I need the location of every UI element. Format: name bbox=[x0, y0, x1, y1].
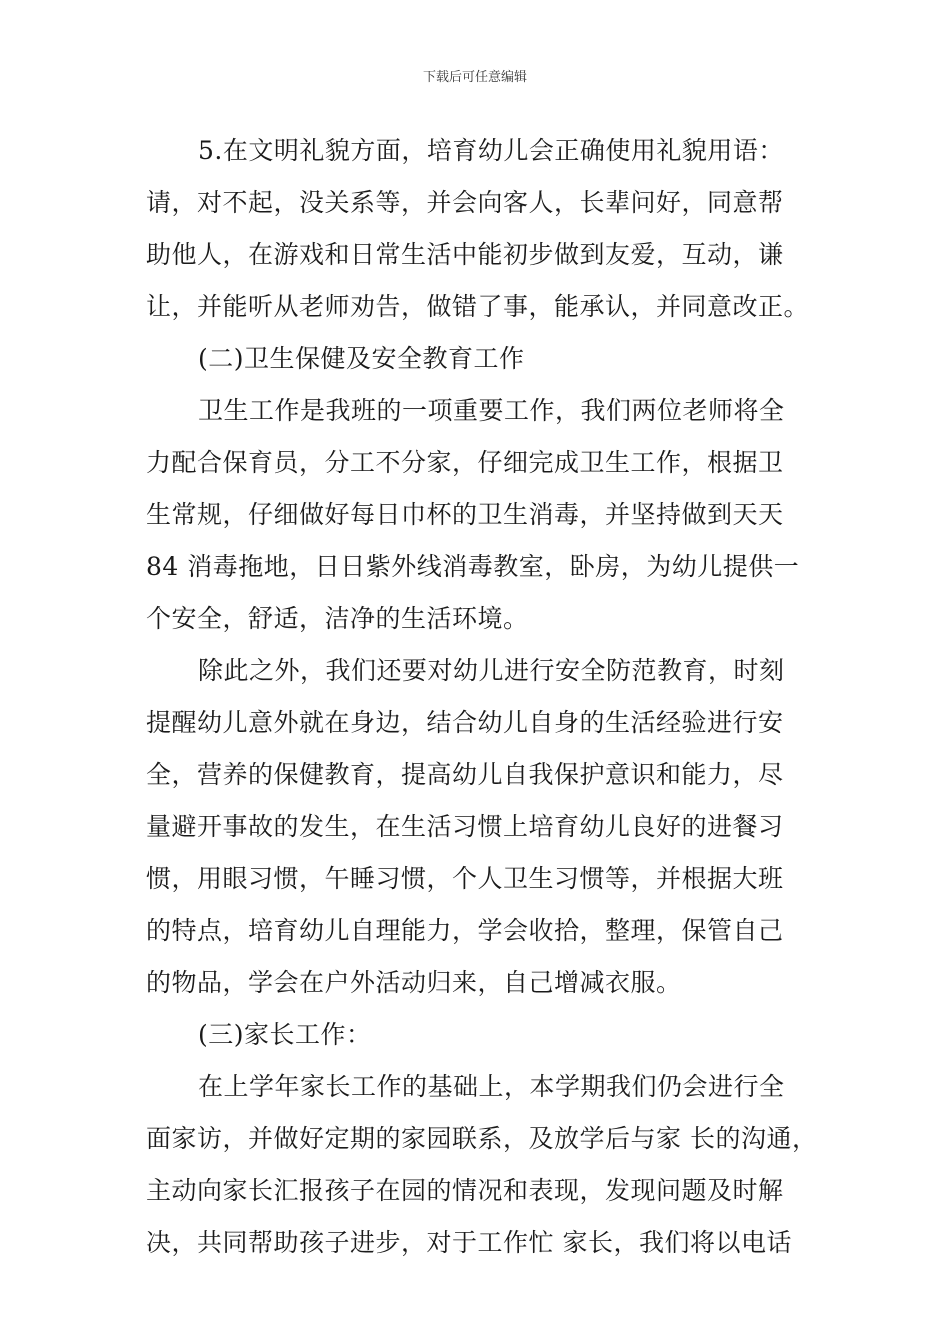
paragraph-line: 量避开事故的发生，在生活习惯上培育幼儿良好的进餐习 bbox=[146, 812, 784, 841]
paragraph-line: 惯，用眼习惯，午睡习惯，个人卫生习惯等，并根据大班 bbox=[146, 864, 784, 893]
paragraph-line: 力配合保育员，分工不分家，仔细完成卫生工作，根据卫 bbox=[146, 448, 784, 477]
paragraph-line: 5.在文明礼貌方面，培育幼儿会正确使用礼貌用语： bbox=[198, 136, 784, 165]
paragraph-line: 主动向家长汇报孩子在园的情况和表现，发现问题及时解 bbox=[146, 1176, 784, 1205]
paragraph-line: 全，营养的保健教育，提高幼儿自我保护意识和能力，尽 bbox=[146, 760, 784, 789]
section-heading: (二)卫生保健及安全教育工作 bbox=[198, 344, 525, 373]
paragraph-line: 请，对不起，没关系等，并会向客人，长辈问好，同意帮 bbox=[146, 188, 784, 217]
paragraph-line: 的物品，学会在户外活动归来，自己增减衣服。 bbox=[146, 968, 682, 997]
paragraph-line: 生常规，仔细做好每日巾杯的卫生消毒，并坚持做到天天 bbox=[146, 500, 784, 529]
paragraph-line: 除此之外，我们还要对幼儿进行安全防范教育，时刻 bbox=[198, 656, 785, 685]
paragraph-line: 提醒幼儿意外就在身边，结合幼儿自身的生活经验进行安 bbox=[146, 708, 784, 737]
paragraph-line: 个安全，舒适，洁净的生活环境。 bbox=[146, 604, 529, 633]
paragraph-line: 助他人，在游戏和日常生活中能初步做到友爱，互动，谦 bbox=[146, 240, 784, 269]
document-body bbox=[146, 125, 818, 1269]
paragraph-line: 让，并能听从老师劝告，做错了事，能承认，并同意改正。 bbox=[146, 292, 810, 321]
paragraph-line: 84 消毒拖地，日日紫外线消毒教室，卧房，为幼儿提供一 bbox=[146, 552, 800, 581]
paragraph-line: 卫生工作是我班的一项重要工作，我们两位老师将全 bbox=[198, 396, 785, 425]
page-header-note: 下载后可任意编辑 bbox=[422, 70, 527, 85]
paragraph-line: 在上学年家长工作的基础上，本学期我们仍会进行全 bbox=[198, 1072, 785, 1101]
section-heading: (三)家长工作： bbox=[198, 1020, 372, 1049]
paragraph-line: 面家访，并做好定期的家园联系，及放学后与家 长的沟通， bbox=[146, 1124, 818, 1153]
paragraph-line: 的特点，培育幼儿自理能力，学会收拾，整理，保管自己 bbox=[146, 916, 784, 945]
paragraph-line: 决，共同帮助孩子进步，对于工作忙 家长，我们将以电话 bbox=[146, 1228, 792, 1257]
